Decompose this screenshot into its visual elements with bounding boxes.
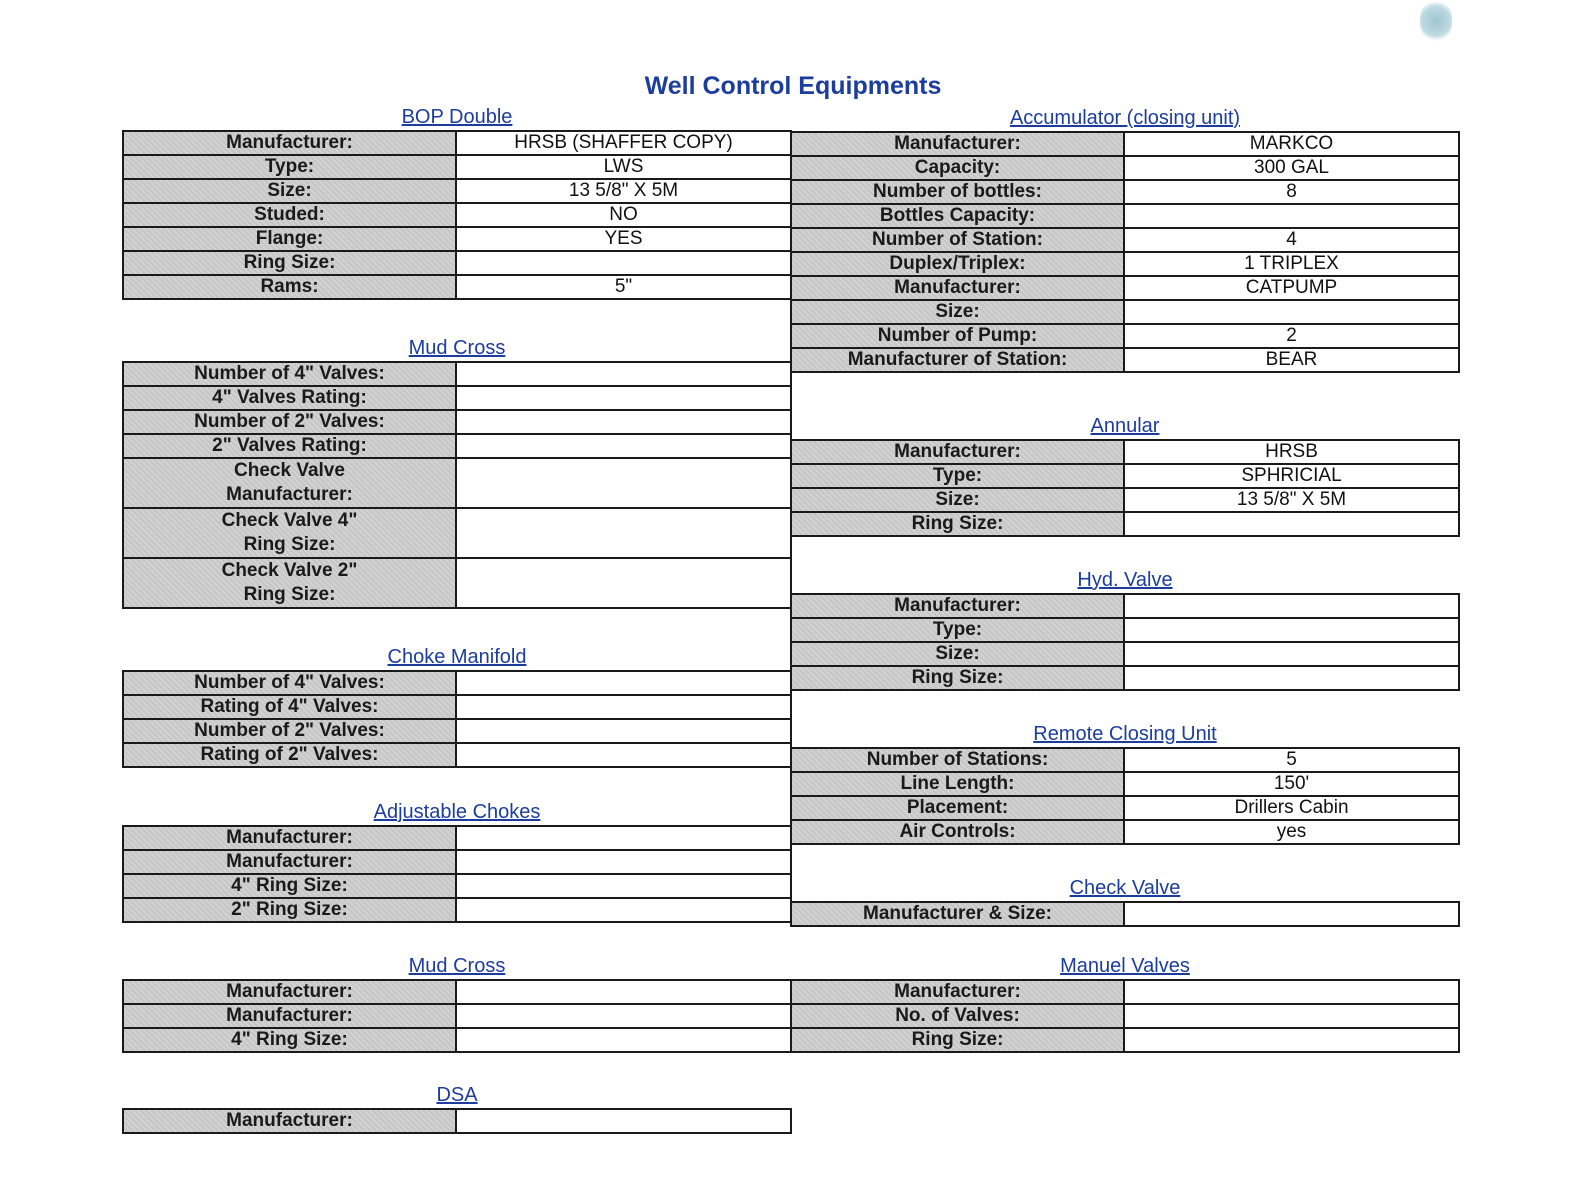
field-label: Manufacturer:	[791, 594, 1124, 618]
field-label: Number of 2" Valves:	[123, 719, 456, 743]
section-heading: Mud Cross	[408, 955, 506, 977]
section-heading: BOP Double	[401, 106, 513, 128]
field-label: Number of Pump:	[791, 324, 1124, 348]
table-row	[123, 850, 791, 874]
table-row	[123, 203, 791, 227]
table-row	[791, 204, 1459, 228]
label-line: Ring Size:	[243, 584, 336, 605]
field-value: 300 GAL	[1124, 156, 1459, 180]
field-label: Manufacturer:	[123, 850, 456, 874]
table-row	[123, 1004, 791, 1028]
section-check-valve	[790, 875, 1460, 927]
table-row	[791, 488, 1459, 512]
table-row	[791, 180, 1459, 204]
field-label	[123, 508, 456, 558]
field-label: 2" Valves Rating:	[123, 434, 456, 458]
section-heading: DSA	[436, 1084, 478, 1106]
field-value: CATPUMP	[1124, 276, 1459, 300]
table-row	[123, 1109, 791, 1133]
field-label: Duplex/Triplex:	[791, 252, 1124, 276]
field-value	[1124, 902, 1459, 926]
table-row	[791, 324, 1459, 348]
table-row	[123, 251, 791, 275]
field-label: Type:	[791, 464, 1124, 488]
field-label: Manufacturer:	[791, 440, 1124, 464]
field-value: YES	[456, 227, 791, 251]
field-label: Size:	[123, 179, 456, 203]
section-mud-cross-2	[122, 953, 792, 1053]
field-label: Air Controls:	[791, 820, 1124, 844]
table-row	[123, 458, 791, 508]
field-value	[1124, 618, 1459, 642]
field-value	[456, 508, 791, 558]
table-row	[123, 695, 791, 719]
field-label: Flange:	[123, 227, 456, 251]
field-value	[456, 362, 791, 386]
table-row	[123, 434, 791, 458]
check-valve-table	[790, 901, 1460, 927]
table-row	[791, 252, 1459, 276]
field-label: Rams:	[123, 275, 456, 299]
label-line: Manufacturer:	[226, 484, 353, 505]
field-label: 2" Ring Size:	[123, 898, 456, 922]
field-value	[456, 410, 791, 434]
field-label: Placement:	[791, 796, 1124, 820]
field-label	[123, 558, 456, 608]
table-row	[123, 1028, 791, 1052]
table-row	[791, 666, 1459, 690]
field-label: Number of Stations:	[791, 748, 1124, 772]
table-row	[123, 671, 791, 695]
field-value	[456, 850, 791, 874]
field-label: Manufacturer:	[123, 980, 456, 1004]
table-row	[123, 874, 791, 898]
section-heading: Mud Cross	[408, 337, 506, 359]
field-value	[456, 1004, 791, 1028]
section-heading: Adjustable Chokes	[373, 801, 541, 823]
manuel-valves-table	[790, 979, 1460, 1053]
field-label: Manufacturer:	[123, 826, 456, 850]
hyd-valve-table	[790, 593, 1460, 691]
field-label: Type:	[791, 618, 1124, 642]
field-value: yes	[1124, 820, 1459, 844]
table-row	[123, 362, 791, 386]
table-row	[791, 642, 1459, 666]
field-label: 4" Ring Size:	[123, 874, 456, 898]
field-value	[1124, 300, 1459, 324]
table-row	[123, 131, 791, 155]
table-row	[791, 796, 1459, 820]
field-label: Ring Size:	[791, 512, 1124, 536]
field-value	[456, 719, 791, 743]
section-heading: Remote Closing Unit	[1033, 723, 1217, 745]
field-value	[456, 898, 791, 922]
field-value	[456, 558, 791, 608]
field-label: Manufacturer:	[123, 1004, 456, 1028]
field-label: 4" Ring Size:	[123, 1028, 456, 1052]
field-value	[456, 743, 791, 767]
table-row	[123, 558, 791, 608]
field-value: 13 5/8" X 5M	[456, 179, 791, 203]
section-heading: Check Valve	[1069, 877, 1181, 899]
field-value	[456, 1028, 791, 1052]
table-row	[123, 386, 791, 410]
table-row	[791, 440, 1459, 464]
section-heading: Hyd. Valve	[1077, 569, 1173, 591]
table-row	[791, 772, 1459, 796]
field-label	[123, 458, 456, 508]
field-value	[1124, 1028, 1459, 1052]
field-label: Ring Size:	[791, 1028, 1124, 1052]
adjustable-chokes-table	[122, 825, 792, 923]
section-manuel-valves	[790, 953, 1460, 1053]
field-value: 4	[1124, 228, 1459, 252]
field-value	[456, 251, 791, 275]
field-label: Type:	[123, 155, 456, 179]
table-row	[123, 826, 791, 850]
table-row	[791, 1028, 1459, 1052]
table-row	[123, 743, 791, 767]
field-label: Manufacturer:	[123, 131, 456, 155]
field-label: Number of 4" Valves:	[123, 671, 456, 695]
field-value	[1124, 512, 1459, 536]
table-row	[791, 156, 1459, 180]
field-label: Manufacturer:	[123, 1109, 456, 1133]
field-label: Capacity:	[791, 156, 1124, 180]
section-accumulator	[790, 105, 1460, 373]
field-label: Studed:	[123, 203, 456, 227]
section-heading: Manuel Valves	[1060, 955, 1190, 977]
field-value	[456, 386, 791, 410]
field-value	[456, 458, 791, 508]
section-bop-double	[122, 104, 792, 300]
table-row	[123, 980, 791, 1004]
label-line: Check Valve 4"	[221, 510, 358, 531]
section-adjustable-chokes	[122, 799, 792, 923]
field-value: 13 5/8" X 5M	[1124, 488, 1459, 512]
field-label: Size:	[791, 300, 1124, 324]
field-label: No. of Valves:	[791, 1004, 1124, 1028]
label-line: Check Valve 2"	[221, 560, 358, 581]
table-row	[123, 227, 791, 251]
page-title: Well Control Equipments	[644, 72, 942, 100]
field-value	[456, 1109, 791, 1133]
dsa-table	[122, 1108, 792, 1134]
table-row	[123, 155, 791, 179]
field-value: 150'	[1124, 772, 1459, 796]
field-label: Ring Size:	[123, 251, 456, 275]
field-value: 5	[1124, 748, 1459, 772]
mud-cross-table	[122, 361, 792, 609]
section-hyd-valve	[790, 567, 1460, 691]
field-value: HRSB (SHAFFER COPY)	[456, 131, 791, 155]
section-heading: Annular	[1090, 415, 1160, 437]
table-row	[791, 594, 1459, 618]
section-remote-closing-unit	[790, 721, 1460, 845]
accumulator-table	[790, 131, 1460, 373]
field-label: Manufacturer & Size:	[791, 902, 1124, 926]
table-row	[791, 276, 1459, 300]
choke-manifold-table	[122, 670, 792, 768]
section-choke-manifold	[122, 644, 792, 768]
field-value	[1124, 980, 1459, 1004]
field-label: Number of bottles:	[791, 180, 1124, 204]
mud-cross-table	[122, 979, 792, 1053]
label-line: Ring Size:	[243, 534, 336, 555]
table-row	[123, 275, 791, 299]
field-value	[456, 434, 791, 458]
section-annular	[790, 413, 1460, 537]
field-value: NO	[456, 203, 791, 227]
field-label: Manufacturer:	[791, 980, 1124, 1004]
table-row	[791, 512, 1459, 536]
section-mud-cross-1	[122, 335, 792, 609]
ink-smudge	[1420, 0, 1452, 42]
table-row	[123, 508, 791, 558]
field-label: Size:	[791, 488, 1124, 512]
table-row	[791, 618, 1459, 642]
field-label: 4" Valves Rating:	[123, 386, 456, 410]
field-label: Ring Size:	[791, 666, 1124, 690]
section-heading: Accumulator (closing unit)	[1009, 107, 1241, 129]
field-label: Rating of 2" Valves:	[123, 743, 456, 767]
table-row	[791, 300, 1459, 324]
field-label: Manufacturer:	[791, 276, 1124, 300]
field-value: 1 TRIPLEX	[1124, 252, 1459, 276]
field-label: Number of 4" Valves:	[123, 362, 456, 386]
table-row	[791, 748, 1459, 772]
table-row	[791, 132, 1459, 156]
section-dsa	[122, 1082, 792, 1134]
field-label: Bottles Capacity:	[791, 204, 1124, 228]
field-value: 5"	[456, 275, 791, 299]
field-value	[1124, 642, 1459, 666]
table-row	[123, 179, 791, 203]
field-value: BEAR	[1124, 348, 1459, 372]
field-label: Number of Station:	[791, 228, 1124, 252]
field-value	[1124, 204, 1459, 228]
field-value: 2	[1124, 324, 1459, 348]
section-heading: Choke Manifold	[387, 646, 527, 668]
label-line: Check Valve	[234, 460, 345, 481]
field-value	[456, 980, 791, 1004]
field-value	[456, 826, 791, 850]
field-value: Drillers Cabin	[1124, 796, 1459, 820]
table-row	[791, 902, 1459, 926]
field-label: Number of 2" Valves:	[123, 410, 456, 434]
table-row	[791, 464, 1459, 488]
table-row	[791, 228, 1459, 252]
field-label: Manufacturer of Station:	[791, 348, 1124, 372]
table-row	[123, 410, 791, 434]
table-row	[791, 980, 1459, 1004]
table-row	[791, 1004, 1459, 1028]
table-row	[123, 898, 791, 922]
field-value	[1124, 594, 1459, 618]
field-label: Size:	[791, 642, 1124, 666]
field-value: SPHRICIAL	[1124, 464, 1459, 488]
field-value: LWS	[456, 155, 791, 179]
field-value	[456, 671, 791, 695]
field-value	[456, 874, 791, 898]
table-row	[123, 719, 791, 743]
field-value: 8	[1124, 180, 1459, 204]
field-label: Line Length:	[791, 772, 1124, 796]
bop-double-table	[122, 130, 792, 300]
field-value: HRSB	[1124, 440, 1459, 464]
field-value: MARKCO	[1124, 132, 1459, 156]
table-row	[791, 348, 1459, 372]
annular-table	[790, 439, 1460, 537]
field-label: Rating of 4" Valves:	[123, 695, 456, 719]
field-value	[1124, 666, 1459, 690]
field-value	[1124, 1004, 1459, 1028]
field-value	[456, 695, 791, 719]
remote-closing-unit-table	[790, 747, 1460, 845]
field-label: Manufacturer:	[791, 132, 1124, 156]
table-row	[791, 820, 1459, 844]
